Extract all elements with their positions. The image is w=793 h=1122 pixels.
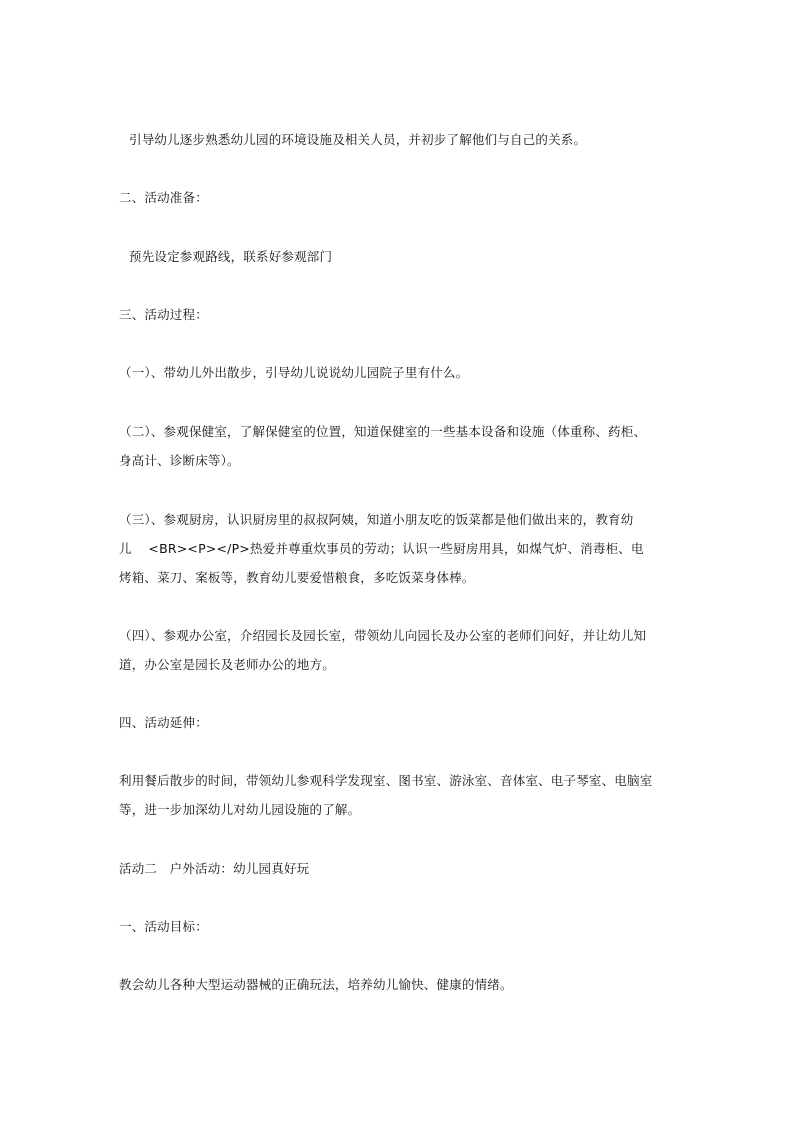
- process-step-3-line-1: （三）、参观厨房，认识厨房里的叔叔阿姨，知道小朋友吃的饭菜都是他们做出来的，教育幼: [119, 512, 634, 527]
- preparation-paragraph: 预先设定参观路线，联系好参观部门: [129, 249, 333, 264]
- section-heading-process: 三、活动过程：: [119, 307, 208, 322]
- process-step-2-line-2: 身高计、诊断床等）。: [119, 453, 240, 468]
- extension-line-1: 利用餐后散步的时间，带领幼儿参观科学发现室、图书室、游泳室、音体室、电子琴室、电脑室: [119, 773, 653, 788]
- process-step-4-line-1: （四）、参观办公室，介绍园长及园长室，带领幼儿向园长及办公室的老师们问好，并让幼儿知: [119, 628, 647, 643]
- goal-paragraph: 引导幼儿逐步熟悉幼儿园的环境设施及相关人员，并初步了解他们与自己的关系。: [129, 132, 587, 147]
- activity-two-title: 活动二 户外活动：幼儿园真好玩: [119, 861, 310, 876]
- process-step-3-line-2: 儿 <BR><P></P>热爱并尊重炊事员的劳动；认识一些厨房用具，如煤气炉、消毒柜、电: [119, 541, 644, 556]
- process-step-3-line-3: 烤箱、菜刀、案板等，教育幼儿要爱惜粮食，多吃饭菜身体棒。: [119, 570, 475, 585]
- process-step-1: （一）、带幼儿外出散步，引导幼儿说说幼儿园院子里有什么。: [119, 365, 469, 380]
- extension-line-2: 等，进一步加深幼儿对幼儿园设施的了解。: [119, 802, 361, 817]
- process-step-2-line-1: （二）、参观保健室，了解保健室的位置，知道保健室的一些基本设备和设施（体重称、药柜、: [119, 424, 647, 439]
- process-step-4-line-2: 道，办公室是园长及老师办公的地方。: [119, 657, 335, 672]
- section-heading-extension: 四、活动延伸：: [119, 715, 208, 730]
- goals-paragraph: 教会幼儿各种大型运动器械的正确玩法，培养幼儿愉快、健康的情绪。: [119, 977, 513, 992]
- section-heading-goals: 一、活动目标：: [119, 919, 208, 934]
- section-heading-preparation: 二、活动准备：: [119, 190, 208, 205]
